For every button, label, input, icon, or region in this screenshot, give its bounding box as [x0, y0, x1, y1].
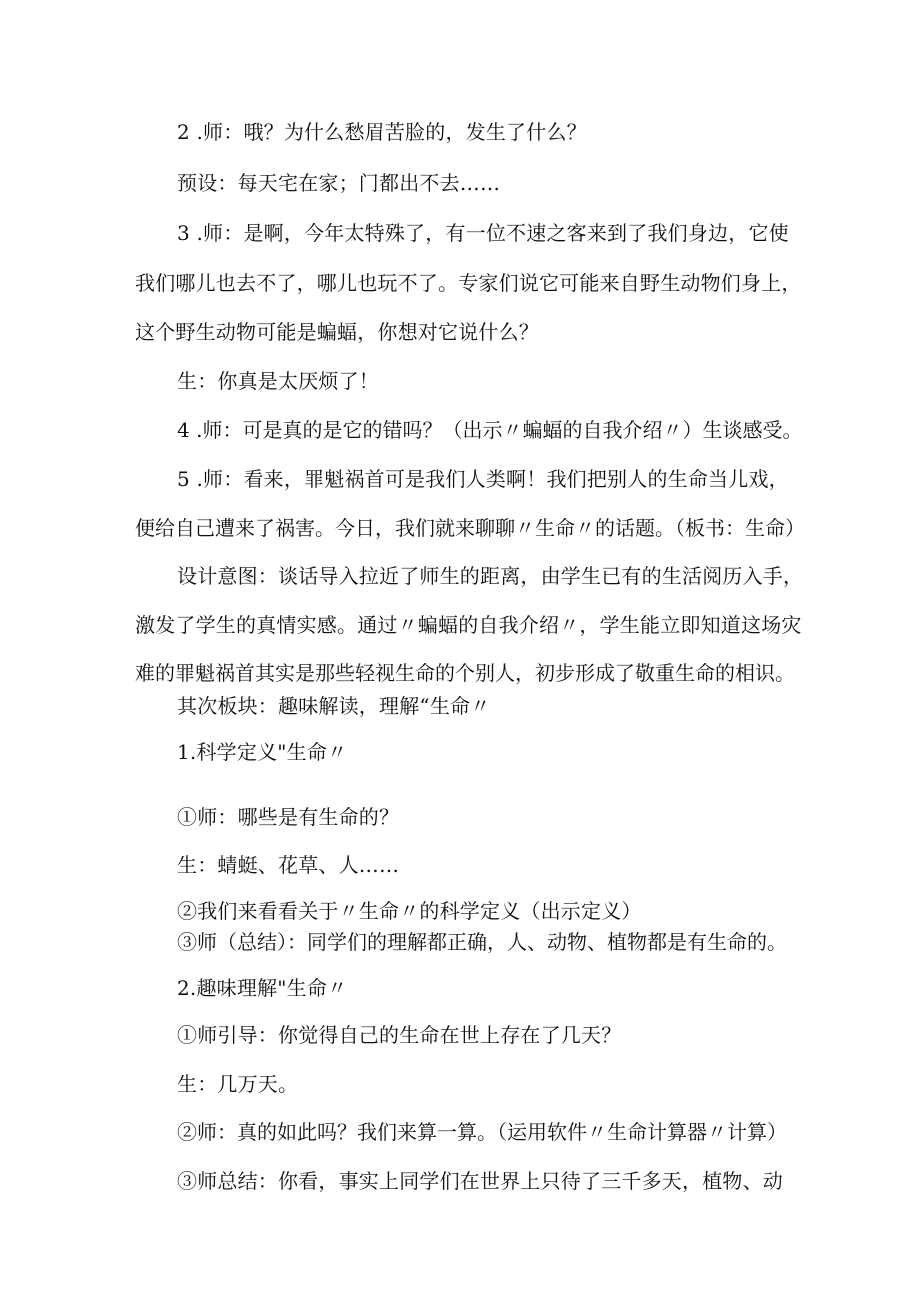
paragraph-design-intent-line-2: 激发了学生的真情实感。通过〃蝙蝠的自我介绍〃，学生能立即知道这场灾 — [135, 613, 802, 637]
paragraph-show-definition: ②我们来看看关于〃生命〃的科学定义（出示定义） — [177, 899, 642, 923]
paragraph-teacher-3-line-2: 我们哪儿也去不了，哪儿也玩不了。专家们说它可能来自野生动物们身上， — [135, 271, 802, 295]
paragraph-teacher-conclusion: ③师总结：你看，事实上同学们在世界上只待了三千多天，植物、动 — [177, 1169, 783, 1193]
subheading-fun-understanding: 2.趣味理解"生命〃 — [177, 976, 348, 1000]
paragraph-teacher-5-line-1: 5 .师：看来，罪魁祸首可是我们人类啊！我们把别人的生命当儿戏， — [177, 467, 789, 491]
paragraph-teacher-3-line-1: 3 .师：是啊，今年太特殊了，有一位不速之客来到了我们身边，它使 — [177, 221, 789, 245]
paragraph-student-examples: 生：蜻蜓、花草、人…… — [177, 853, 400, 877]
paragraph-student-reply: 生：你真是太厌烦了！ — [177, 369, 379, 393]
paragraph-preset-answer: 预设：每天宅在家；门都出不去…… — [177, 171, 501, 195]
paragraph-teacher-5-line-2: 便给自己遭来了祸害。今日，我们就来聊聊〃生命〃的话题。（板书：生命） — [135, 516, 805, 540]
paragraph-design-intent-line-3: 难的罪魁祸首其实是那些轻视生命的个别人，初步形成了敬重生命的相识。 — [135, 661, 795, 685]
subheading-scientific-definition: 1.科学定义"生命〃 — [177, 740, 348, 764]
paragraph-teacher-which-alive: ①师：哪些是有生命的？ — [177, 805, 400, 829]
paragraph-teacher-summary: ③师（总结）：同学们的理解都正确，人、动物、植物都是有生命的。 — [177, 930, 787, 954]
paragraph-teacher-calculate: ②师：真的如此吗？我们来算一算。（运用软件〃生命计算器〃计算） — [177, 1120, 787, 1144]
paragraph-teacher-question-4: 4 .师：可是真的是它的错吗？（出示〃蝙蝠的自我介绍〃）生谈感受。 — [177, 418, 803, 442]
paragraph-student-answer-days: 生：几万天。 — [177, 1072, 299, 1096]
paragraph-design-intent-line-1: 设计意图：谈话导入拉近了师生的距离，由学生已有的生活阅历入手， — [177, 564, 804, 588]
paragraph-teacher-question-2: 2 .师：哦？为什么愁眉苦脸的，发生了什么？ — [177, 120, 587, 144]
paragraph-teacher-3-line-3: 这个野生动物可能是蝙蝠，你想对它说什么？ — [135, 320, 539, 344]
section-heading-second-part: 其次板块：趣味解读，理解“生命〃 — [177, 694, 491, 718]
paragraph-teacher-guide: ①师引导：你觉得自己的生命在世上存在了几天？ — [177, 1023, 622, 1047]
